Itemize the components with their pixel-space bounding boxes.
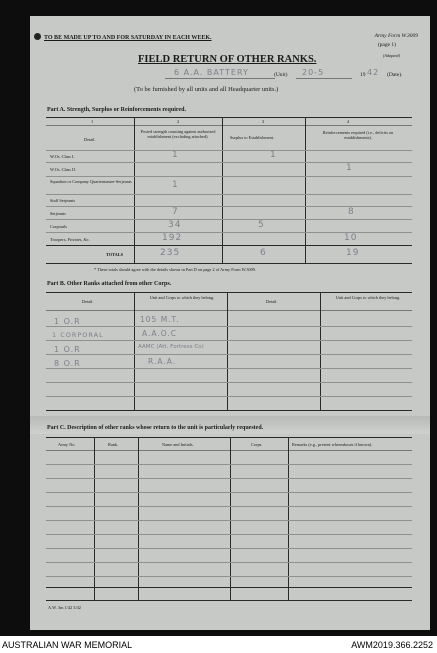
part-c-col-remarks: Remarks (e.g., present whereabouts if known).	[292, 442, 373, 447]
part-b-top-rule	[46, 292, 412, 293]
totals-reinf: 19	[346, 248, 360, 258]
c-line-4	[46, 520, 412, 521]
reinf-troopers: 10	[344, 233, 358, 243]
part-a-heading: Part A. Strength, Surplus or Reinforcements required.	[47, 107, 186, 113]
col-number-3: 3	[262, 119, 265, 124]
detail-corporals: Corporals	[50, 224, 67, 229]
totals-posted: 235	[160, 248, 181, 258]
part-b-detail-2: 1 CORPORAL	[52, 331, 104, 339]
part-b-unit-4: R.A.A.	[148, 357, 177, 366]
row-line-4	[46, 206, 412, 207]
c-line-0	[46, 464, 412, 465]
col-number-1: 1	[91, 119, 94, 124]
part-b-detail-4: 8 O.R	[54, 359, 81, 368]
part-b-detail-3: 1 O.R	[54, 345, 81, 354]
part-c-col-corps: Corps.	[251, 442, 263, 447]
year-prefix: 19	[360, 72, 366, 78]
posted-cqms: 1	[172, 180, 179, 190]
part-c-col-rank: Rank.	[108, 442, 119, 447]
top-note: TO BE MADE UP TO AND FOR SATURDAY IN EACH WEEK.	[44, 35, 212, 41]
accession-number: AWM2019.366.2252	[351, 640, 433, 650]
part-a-vline-1	[134, 117, 135, 263]
part-c-col-army-no: Army No.	[58, 442, 76, 447]
adapted-note: (Adapted)	[382, 53, 400, 58]
part-b-detail-1: 1 O.R	[54, 317, 81, 326]
c-line-7	[46, 562, 412, 563]
detail-staff-sjt: Staff Serjeants	[50, 198, 76, 203]
c-line-3	[46, 506, 412, 507]
part-c-top-rule	[46, 437, 412, 438]
part-b-col-detail-1: Detail.	[82, 299, 94, 304]
b-line-0	[46, 326, 412, 327]
punch-hole	[34, 33, 41, 40]
detail-serjeants: Serjeants	[50, 211, 66, 216]
reinf-serjeants: 8	[348, 207, 355, 217]
part-a-footnote: * These totals should agree with the details shown in Part D on page 2 of Army Form W.3009.	[94, 267, 256, 272]
date-value: 20-5	[302, 68, 325, 77]
date-label: (Date).	[387, 72, 403, 78]
row-line-5	[46, 219, 412, 220]
print-code: A.W. 3m 1/42 3/42	[48, 605, 81, 610]
part-b-header-rule	[46, 310, 412, 311]
part-b-bottom-rule	[46, 410, 412, 411]
part-c-col-name: Name and Initials.	[162, 442, 194, 447]
year-value: 42	[367, 68, 380, 77]
posted-corporals: 34	[168, 220, 182, 230]
row-line-0	[46, 150, 412, 151]
part-a-vline-3	[305, 117, 306, 263]
posted-serjeants: 7	[172, 207, 179, 217]
b-line-2	[46, 354, 412, 355]
c-line-1	[46, 478, 412, 479]
col-header-reinforcements: Reinforcements required (i.e., deficits on establishments).	[322, 130, 394, 140]
col-header-posted: Posted strength counting against authorised establishment (excluding attached).	[140, 129, 216, 139]
c-line-6	[46, 548, 412, 549]
row-line-3	[46, 194, 412, 195]
b-line-3	[46, 368, 412, 369]
surplus-corporals: 5	[258, 220, 265, 230]
part-b-vline-1	[134, 292, 135, 410]
unit-label: (Unit)	[274, 72, 288, 78]
institution-caption: AUSTRALIAN WAR MEMORIAL	[2, 640, 133, 650]
unit-line	[165, 78, 275, 79]
row-line-1	[46, 162, 412, 163]
form-sheet	[30, 16, 430, 630]
c-line-2	[46, 492, 412, 493]
form-title: FIELD RETURN OF OTHER RANKS.	[138, 54, 317, 65]
detail-wo1: W.Os. Class I.	[50, 154, 75, 159]
part-b-unit-2: A.A.O.C	[142, 329, 177, 338]
part-b-vline-2	[227, 292, 228, 410]
c-line-5	[46, 534, 412, 535]
reinf-wo2: 1	[346, 163, 353, 173]
row-line-2	[46, 176, 412, 177]
totals-bottom-rule	[46, 263, 412, 264]
part-b-col-detail-2: Detail.	[266, 299, 278, 304]
detail-troopers: Troopers, Privates, &c.	[50, 237, 90, 242]
form-number: Army Form W.3009	[374, 33, 418, 39]
c-line-9	[46, 587, 412, 588]
instruction: (To be furnished by all units and all Headquarter units.)	[134, 86, 279, 93]
part-b-vline-3	[320, 292, 321, 410]
part-c-header-rule	[46, 450, 412, 451]
part-c-bottom-rule	[46, 600, 412, 601]
unit-value: 6 A.A. BATTERY	[174, 68, 249, 77]
detail-wo2: W.Os. Class II.	[50, 167, 76, 172]
part-a-top-rule	[46, 117, 412, 118]
b-line-4	[46, 382, 412, 383]
surplus-wo1: 1	[270, 150, 277, 160]
part-b-col-unit-2: Unit and Corps to which they belong.	[335, 295, 401, 300]
col-number-4: 4	[347, 119, 350, 124]
posted-wo1: 1	[172, 150, 179, 160]
part-a-number-rule	[46, 125, 412, 126]
col-number-2: 2	[177, 119, 180, 124]
part-b-unit-1: 105 M.T.	[140, 315, 180, 324]
b-line-1	[46, 340, 412, 341]
totals-label: TOTALS	[106, 252, 124, 257]
b-line-5	[46, 396, 412, 397]
col-header-detail: Detail.	[84, 137, 96, 142]
part-b-heading: Part B. Other Ranks attached from other Corps.	[47, 281, 172, 287]
c-line-8	[46, 576, 412, 577]
totals-surplus: 6	[260, 248, 267, 258]
part-b-unit-3: AAMC (Att. Fortress Co)	[138, 344, 204, 350]
date-line	[296, 78, 352, 79]
part-b-col-unit-1: Unit and Corps to which they belong.	[149, 295, 215, 300]
col-header-surplus: Surplus to Establishment.	[230, 135, 275, 140]
part-a-vline-2	[222, 117, 223, 263]
page-number: (page 1)	[377, 42, 396, 48]
detail-cqms: Squadron or Company Quartermaster-Serjeants	[50, 179, 132, 184]
row-line-7	[46, 245, 412, 246]
posted-troopers: 192	[162, 233, 183, 243]
part-c-heading: Part C. Description of other ranks whose return to the unit is particularly requested.	[47, 425, 264, 431]
